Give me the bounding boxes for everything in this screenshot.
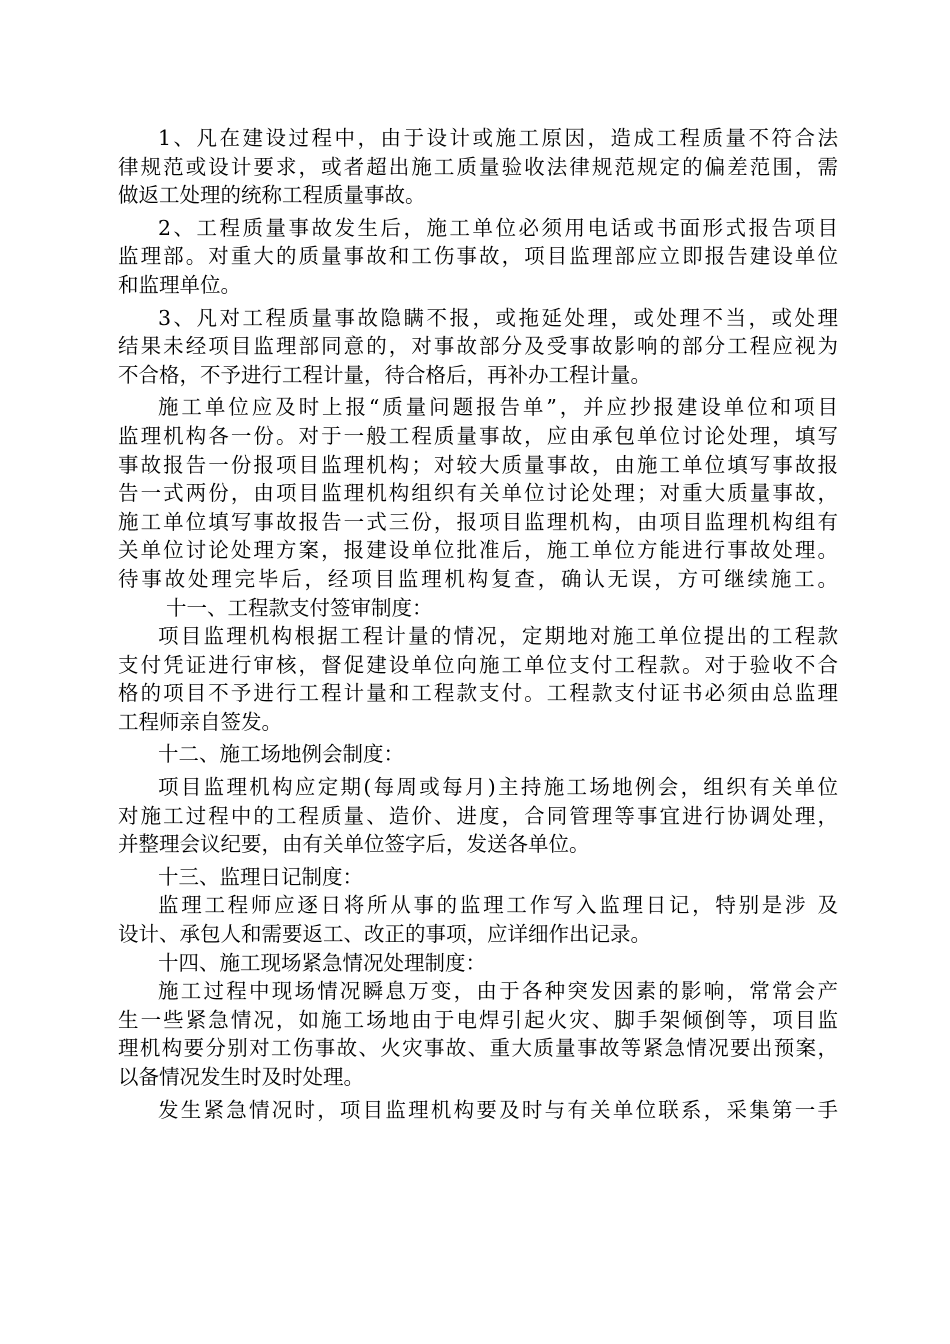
text-line: 3、凡对工程质量事故隐瞒不报，或拖延处理，或处理不当，或处理	[158, 305, 838, 330]
text-line: 结果未经项目监理部同意的，对事故部分及受事故影响的部分工程应视为	[118, 334, 838, 359]
text-line: 工程师亲自签发。	[118, 709, 282, 734]
section-heading: 十四、施工现场紧急情况处理制度：	[158, 950, 486, 975]
text-line: 支付凭证进行审核，督促建设单位向施工单位支付工程款。对于验收不合	[118, 652, 838, 677]
text-line: 做返工处理的统称工程质量事故。	[118, 183, 426, 208]
text-line: 以备情况发生时及时处理。	[118, 1065, 364, 1089]
text-line: 对施工过程中的工程质量、造价、进度，合同管理等事宜进行协调处理，	[118, 803, 838, 828]
document-page	[118, 124, 838, 1124]
text-line: 事故报告一份报项目监理机构；对较大质量事故，由施工单位填写事故报	[118, 452, 838, 477]
text-line: 待事故处理完毕后，经项目监理机构复查，确认无误，方可继续施工。	[118, 566, 838, 591]
text-line: 监理部。对重大的质量事故和工伤事故，项目监理部应立即报告建设单位	[118, 244, 838, 269]
text-line: 告一式两份，由项目监理机构组织有关单位讨论处理；对重大质量事故，	[118, 481, 838, 506]
text-line: 2、工程质量事故发生后，施工单位必须用电话或书面形式报告项目	[158, 215, 838, 240]
text-line: 并整理会议纪要，由有关单位签字后，发送各单位。	[118, 832, 590, 857]
text-line: 施工单位填写事故报告一式三份，报项目监理机构，由项目监理机构组有	[118, 509, 838, 534]
text-line: 监理工程师应逐日将所从事的监理工作写入监理日记，特别是涉 及	[158, 893, 838, 918]
text-line: 格的项目不予进行工程计量和工程款支付。工程款支付证书必须由总监理	[118, 681, 838, 706]
text-line: 监理机构各一份。对于一般工程质量事故，应由承包单位讨论处理，填写	[118, 423, 838, 448]
text-line: 生一些紧急情况，如施工场地由于电焊引起火灾、脚手架倾倒等，项目监	[118, 1007, 838, 1032]
section-heading: 十三、监理日记制度：	[158, 864, 363, 889]
text-line: 律规范或设计要求，或者超出施工质量验收法律规范规定的偏差范围，需	[118, 154, 838, 179]
text-line: 施工过程中现场情况瞬息万变，由于各种突发因素的影响，常常会产	[158, 979, 838, 1004]
text-line: 关单位讨论处理方案，报建设单位批准后，施工单位方能进行事故处理。	[118, 538, 838, 563]
text-line: 设计、承包人和需要返工、改正的事项，应详细作出记录。	[118, 922, 651, 947]
text-line: 项目监理机构根据工程计量的情况，定期地对施工单位提出的工程款	[158, 624, 838, 649]
text-line: 不合格，不予进行工程计量，待合格后，再补办工程计量。	[118, 362, 651, 387]
text-line: 1、凡在建设过程中，由于设计或施工原因，造成工程质量不符合法	[158, 126, 838, 150]
section-heading: 十二、施工场地例会制度：	[158, 742, 404, 767]
text-line: 理机构要分别对工伤事故、火灾事故、重大质量事故等紧急情况要出预案，	[118, 1036, 838, 1061]
text-line: 发生紧急情况时，项目监理机构要及时与有关单位联系，采集第一手	[158, 1097, 838, 1122]
text-line: 和监理单位。	[118, 272, 241, 297]
text-line: 项目监理机构应定期(每周或每月)主持施工场地例会，组织有关单位	[158, 775, 838, 800]
text-line: 施工单位应及时上报“质量问题报告单”，并应抄报建设单位和项目	[158, 395, 838, 420]
section-heading: 十一、工程款支付签审制度：	[166, 595, 433, 620]
